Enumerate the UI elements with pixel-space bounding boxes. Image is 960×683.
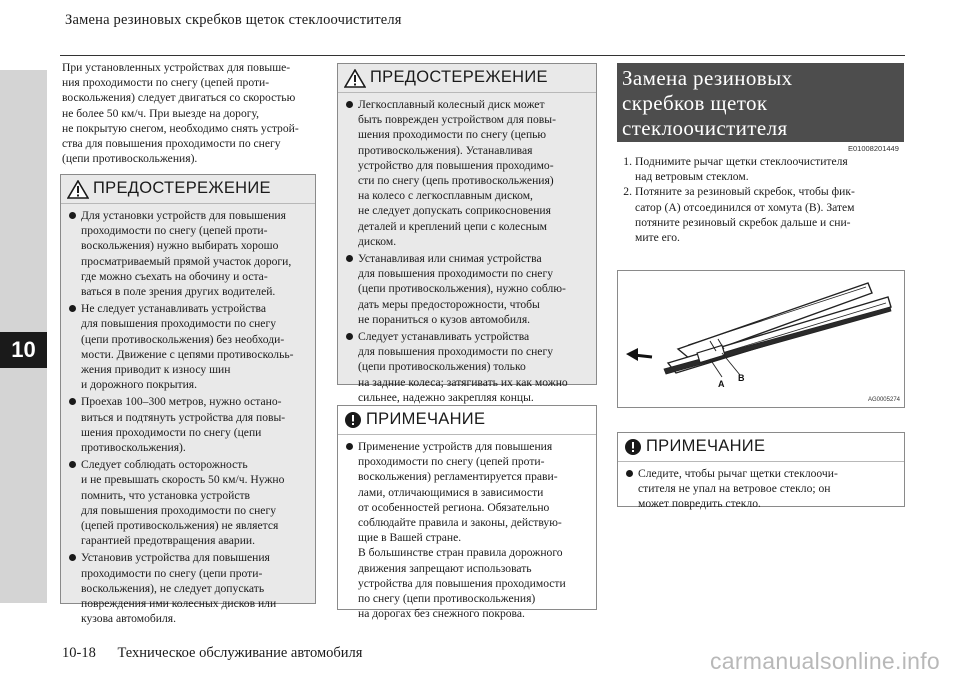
watermark-text: carmanualsonline.info <box>709 648 940 674</box>
list-item-line: (цепей противоскольжения) не является <box>81 519 279 533</box>
warning-triangle-icon <box>67 180 89 199</box>
list-item-line: кузова автомобиля. <box>81 612 177 626</box>
list-item-line: Применение устройств для повышения <box>358 440 553 453</box>
warning-heading-text: ПРЕДОСТЕРЕЖЕНИЕ <box>93 179 271 198</box>
list-item-line: воскольжения) регламентируется прави- <box>358 470 558 484</box>
section-title-line: стеклоочистителя <box>622 116 788 140</box>
list-item-line: и не превышать скорость 50 км/ч. Нужно <box>81 473 285 487</box>
list-item-line: соблюдайте правила и законы, действую- <box>358 516 562 530</box>
warning-heading <box>338 64 596 93</box>
list-item-line: диском. <box>358 234 397 248</box>
wiper-blade-illustration <box>618 271 904 407</box>
list-item-line: повреждения ими колесных дисков или <box>81 597 277 611</box>
list-item-line: Установив устройства для повышения <box>81 551 270 565</box>
step-2 <box>617 184 905 245</box>
list-item-line: помнить, что установка устройств <box>81 488 251 502</box>
list-item <box>69 208 309 299</box>
list-item-line: для повышения проходимости по снегу <box>81 503 277 517</box>
list-item <box>346 439 590 621</box>
list-item-line: от особенностей региона. Обязательно <box>358 500 550 514</box>
list-item <box>626 466 898 512</box>
step-text <box>635 154 848 184</box>
page-footer <box>62 645 380 662</box>
list-item-line: дать меры предосторожности, чтобы <box>358 297 540 311</box>
figure-code: AG0005274 <box>867 397 900 403</box>
list-item-line: Следует соблюдать осторожность <box>81 458 248 472</box>
note-heading <box>338 406 596 435</box>
note-heading-text: ПРИМЕЧАНИЕ <box>366 410 486 429</box>
list-item-line: Для установки устройств для повышения <box>81 209 286 222</box>
list-item <box>346 97 590 249</box>
step-line: Поднимите рычаг щетки стеклоочистителя <box>635 155 848 168</box>
list-item <box>346 329 590 405</box>
list-item-line: виться и подтянуть устройства для повы- <box>81 410 286 424</box>
figure-label-b: B <box>738 373 745 383</box>
list-item-line: быть поврежден устройством для повы- <box>358 113 556 127</box>
list-item-line: не следует допускать соприкосновения <box>358 204 551 218</box>
note-heading-text: ПРИМЕЧАНИЕ <box>646 437 766 456</box>
list-item-line: на задние колеса; затягивать их как можно <box>358 375 568 389</box>
list-item-line: лами, отличающимися в зависимости <box>358 485 544 499</box>
list-item <box>69 457 309 548</box>
list-item-line: для повышения проходимости по снегу <box>358 345 554 359</box>
intro-line: ства для повышения проходимости по снегу <box>62 137 281 151</box>
list-item-line: проходимости по снегу (цепей проти- <box>358 455 545 469</box>
list-item-line: жения приводит к износу шин <box>81 363 231 377</box>
list-item-line: не пораниться о кузов автомобиля. <box>358 312 531 326</box>
intro-line: При установленных устройствах для повыше- <box>62 61 291 74</box>
step-line: над ветровым стеклом. <box>635 170 749 184</box>
list-item-line: по снегу (цепи противоскольжения) <box>358 592 536 606</box>
list-item-line: для повышения проходимости по снегу <box>358 267 554 281</box>
list-item-line: шения проходимости по снегу (цепи <box>81 425 262 439</box>
step-number: 1. <box>623 155 632 168</box>
list-item-line: (цепи противоскольжения), нужно соблю- <box>358 282 566 296</box>
list-item-line: движения запрещают использовать <box>358 561 532 575</box>
list-item-line: на колесо с легкосплавным диском, <box>358 189 533 203</box>
list-item-line: (цепи противоскольжения) без необходи- <box>81 332 285 346</box>
intro-paragraph <box>62 60 317 166</box>
list-item-line: где можно съехать на обочину и оста- <box>81 269 268 283</box>
page-header-title: Замена резиновых скребков щеток стеклоочистителя <box>65 12 402 28</box>
step-line: мите его. <box>635 231 680 245</box>
list-item-line: Следует устанавливать устройства <box>358 330 530 344</box>
warning-box-2 <box>337 63 597 404</box>
list-item-line: щие в Вашей стране. <box>358 531 462 545</box>
warning-box-1 <box>60 174 316 626</box>
list-item <box>69 301 309 392</box>
step-line: Потяните за резиновый скребок, чтобы фик- <box>635 185 855 199</box>
list-item-line: ваться в поле зрения других водителей. <box>81 285 276 299</box>
list-item-line: проходимости по снегу (цепи проти- <box>81 566 263 580</box>
intro-line: (цепи противоскольжения). <box>62 152 198 166</box>
section-title-line: скребков щеток <box>622 91 768 115</box>
list-item <box>346 251 590 327</box>
list-item-line: устройство для повышения проходимо- <box>358 158 554 172</box>
list-item-line: В большинстве стран правила дорожного <box>358 546 563 560</box>
warning-heading-text: ПРЕДОСТЕРЕЖЕНИЕ <box>370 68 548 87</box>
list-item-line: Легкосплавный колесный диск может <box>358 98 545 111</box>
step-1 <box>617 154 905 184</box>
list-item <box>69 394 309 455</box>
intro-line: ния проходимости по снегу (цепей проти- <box>62 76 270 90</box>
chapter-tab-number: 10 <box>0 332 47 368</box>
list-item-line: сильнее, надежно закрепляя концы. <box>358 390 534 404</box>
note-box-2 <box>617 432 905 511</box>
list-item-line: просматриваемый прямой участок дороги, <box>81 254 292 268</box>
note-list <box>618 462 904 518</box>
page-number: 10-18 <box>62 645 96 661</box>
section-title-line: Замена резиновых <box>622 66 793 90</box>
list-item-line: воскольжения), не следует допускать <box>81 581 265 595</box>
wiper-blade-figure <box>617 270 905 408</box>
step-line: сатор (A) отсоединился от хомута (B). Затем <box>635 200 855 214</box>
info-exclamation-icon <box>624 438 642 456</box>
list-item-line: (цепи противоскольжения) только <box>358 360 526 374</box>
list-item-line: гарантией предотвращения аварии. <box>81 534 256 548</box>
list-item-line: Устанавливая или снимая устройства <box>358 252 542 266</box>
section-code: E01008201449 <box>848 144 899 153</box>
step-text <box>635 184 855 245</box>
list-item-line: сти по снегу (цепь противоскольжения) <box>358 174 554 188</box>
warning-triangle-icon <box>344 69 366 88</box>
list-item <box>69 550 309 626</box>
header-divider <box>60 55 905 56</box>
step-line: потяните резиновый скребок дальше и сни- <box>635 215 851 229</box>
list-item-line: и дорожного покрытия. <box>81 378 197 392</box>
list-item-line: противоскольжения). Устанавливая <box>358 143 533 157</box>
list-item-line: Не следует устанавливать устройства <box>81 302 267 316</box>
list-item-line: проходимости по снегу (цепей проти- <box>81 224 268 238</box>
list-item-line: Следите, чтобы рычаг щетки стеклоочи- <box>638 467 838 480</box>
list-item-line: противоскольжения). <box>81 441 186 455</box>
list-item-line: может повредить стекло. <box>638 497 761 511</box>
intro-line: не покрытую снегом, необходимо снять устрой- <box>62 121 299 135</box>
note-list <box>338 435 596 627</box>
footer-section-title: Техническое обслуживание автомобиля <box>117 645 363 661</box>
list-item-line: шения проходимости по снегу (цепью <box>358 128 547 142</box>
list-item-line: деталей и креплений цепи с колесным <box>358 219 547 233</box>
warning-heading <box>61 175 315 204</box>
instruction-steps <box>617 154 905 245</box>
intro-line: не более 50 км/ч. При выезде на дорогу, <box>62 106 260 120</box>
figure-label-a: A <box>718 379 725 389</box>
warning-list <box>61 204 315 632</box>
list-item-line: на дорогах без снежного покрова. <box>358 607 525 621</box>
list-item-line: воскольжения) нужно выбирать хорошо <box>81 239 279 253</box>
note-box-1 <box>337 405 597 621</box>
list-item-line: стителя не упал на ветровое стекло; он <box>638 482 831 496</box>
list-item-line: мости. Движение с цепями противоскольь- <box>81 347 294 361</box>
list-item-line: Проехав 100‒300 метров, нужно остано- <box>81 395 282 409</box>
section-title-box <box>617 63 904 142</box>
intro-line: воскольжения) следует двигаться со скоростью <box>62 91 296 105</box>
step-number: 2. <box>623 185 632 199</box>
info-exclamation-icon <box>344 411 362 429</box>
warning-list <box>338 93 596 411</box>
list-item-line: устройства для повышения проходимости <box>358 576 566 590</box>
note-heading <box>618 433 904 462</box>
list-item-line: для повышения проходимости по снегу <box>81 317 277 331</box>
